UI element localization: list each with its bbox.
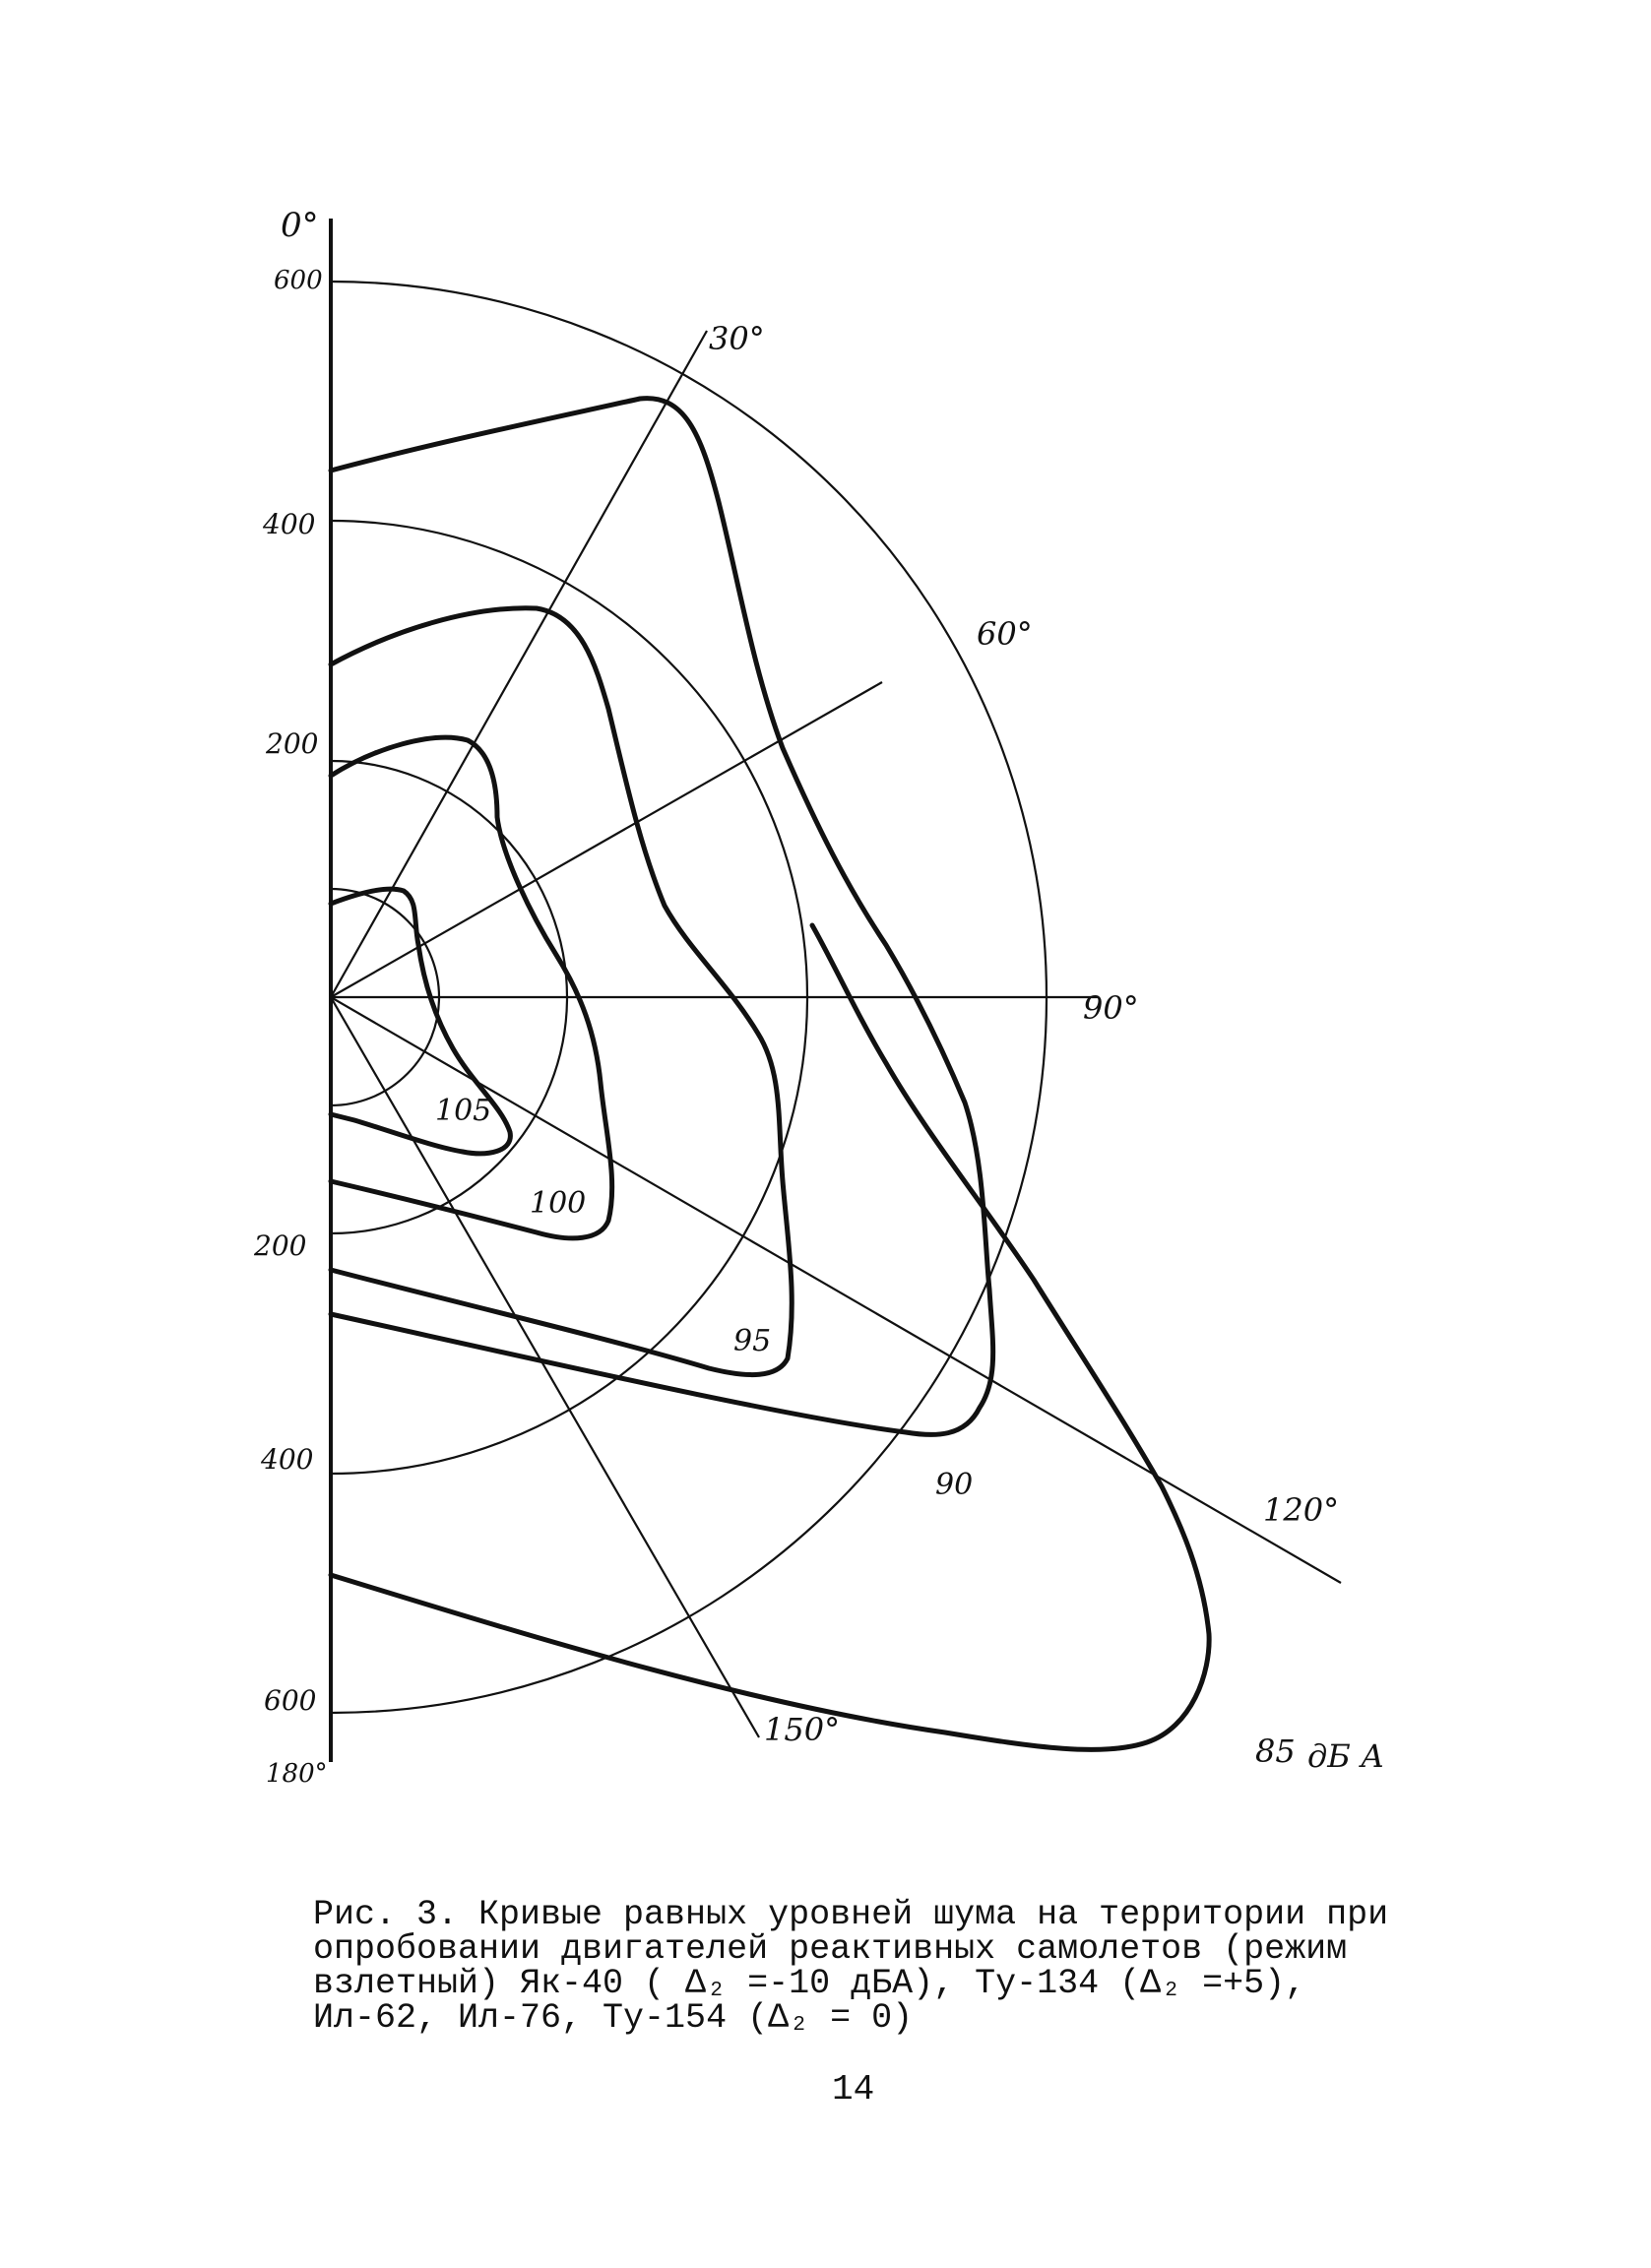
radius-label-bottom-600: 600: [264, 1684, 317, 1717]
angle-label-90: 90°: [1083, 989, 1139, 1027]
contour-label-105: 105: [435, 1094, 492, 1128]
caption-line-4: Ил-62, Ил-76, Ту-154 (Δ₂ = 0): [313, 1998, 914, 2038]
contour-100: [331, 737, 612, 1238]
radius-label-top-200: 200: [266, 727, 319, 760]
page-number: 14: [832, 2069, 875, 2110]
figure-caption: [313, 1895, 1445, 2038]
contour-95: [331, 608, 792, 1375]
radius-label-top-400: 400: [263, 508, 316, 540]
caption-line-2: опробовании двигателей реактивных самолетов (режим: [313, 1929, 1348, 1969]
contour-label-100: 100: [530, 1186, 587, 1221]
angle-label-120: 120°: [1263, 1491, 1340, 1529]
angle-label-180: 180°: [266, 1759, 328, 1789]
contour-label-90: 90: [935, 1468, 974, 1502]
unit-label: дБ А: [1307, 1737, 1385, 1775]
contour-label-85: 85: [1255, 1732, 1296, 1770]
ray-30: [331, 331, 707, 997]
radius-label-top-600: 600: [274, 266, 323, 295]
radius-label-bottom-400: 400: [261, 1443, 314, 1476]
angle-label-30: 30°: [709, 320, 765, 357]
ray-60: [331, 682, 882, 997]
angle-label-150: 150°: [764, 1711, 841, 1748]
ray-150: [331, 997, 759, 1737]
angle-label-60: 60°: [977, 615, 1033, 653]
caption-line-1: Рис. 3. Кривые равных уровней шума на территории при: [313, 1895, 1389, 1934]
caption-line-3: взлетный) Як-40 ( Δ₂ =-10 дБА), Ту-134 (Δ₂ =+5),: [313, 1964, 1306, 2003]
radius-label-bottom-200: 200: [254, 1229, 307, 1262]
angle-label-0: 0°: [281, 206, 319, 245]
contour-label-95: 95: [733, 1324, 772, 1358]
ray-120: [331, 997, 1341, 1583]
